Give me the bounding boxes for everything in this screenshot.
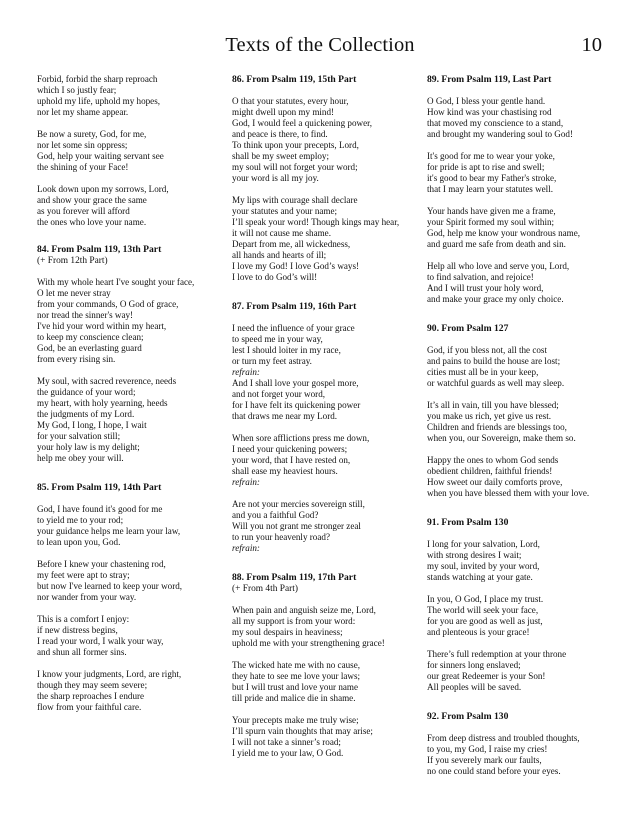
verse-line: I yield me to your law, O God. [232,748,344,758]
hymn-section [37,482,227,713]
verse-line: I’ll speak your word! Though kings may hear, [232,217,400,227]
verse-line: the judgments of my Lord. [37,409,135,419]
verse-line: all hands and hearts of ill; [232,250,327,260]
verse-line: and you a faithful God? [232,510,319,520]
verse-line: though they may seem severe; [37,680,148,690]
stanza [427,206,627,250]
verse-line: for your salvation still; [37,431,121,441]
hymn-section [232,301,420,554]
stanza [427,345,627,389]
verse-line: I need the influence of your grace [232,323,355,333]
stanza [37,376,227,464]
verse-line: for pride is apt to rise and swell; [427,162,545,172]
verse-line: With my whole heart I've sought your face, [37,277,195,287]
stanza [427,151,627,195]
verse-line: and peace is there, to find. [232,129,328,139]
hymn-section [427,74,627,305]
hymn-section [37,74,227,228]
stanza [232,323,420,422]
verse-line: you make us rich, yet give us rest. [427,411,552,421]
verse-line: the shining of your Face! [37,162,129,172]
verse-line: And I shall love your gospel more, [232,378,359,388]
stanza [37,129,227,173]
verse-line: God, help your waiting servant see [37,151,164,161]
verse-line: O God, I bless your gentle hand. [427,96,546,106]
verse-line: nor let some sin oppress; [37,140,128,150]
stanza [232,715,420,759]
refrain-marker: refrain: [232,543,260,553]
verse-line: might dwell upon my mind! [232,107,335,117]
hymn-heading: 87. From Psalm 119, 16th Part [232,301,357,312]
verse-line: if new distress begins, [37,625,118,635]
verse-line: my feet were apt to stray; [37,570,130,580]
verse-line: no one could stand before your eyes. [427,766,561,776]
verse-line: and plenteous is your grace! [427,627,530,637]
verse-line: your holy law is my delight; [37,442,140,452]
page-title: Texts of the Collection [225,34,415,56]
verse-line: God, I would feel a quickening power, [232,118,373,128]
page-number: 10 [581,34,602,56]
verse-line: when you, our Sovereign, make them so. [427,433,576,443]
verse-line: that draws me near my Lord. [232,411,338,421]
verse-line: Happy the ones to whom God sends [427,455,559,465]
verse-line: To think upon your precepts, Lord, [232,140,359,150]
verse-line: to run your heavenly road? [232,532,330,542]
verse-line: the ones who love your name. [37,217,147,227]
stanza [232,499,420,554]
verse-line: but I will trust and love your name [232,682,359,692]
verse-line: It's good for me to wear your yoke, [427,151,555,161]
verse-line: When sore afflictions press me down, [232,433,370,443]
verse-line: The wicked hate me with no cause, [232,660,361,670]
stanza [427,733,627,777]
stanza [232,660,420,704]
verse-line: flow from your faithful care. [37,702,142,712]
verse-line: Your precepts make me truly wise; [232,715,359,725]
stanza [427,649,627,693]
hymn-subheading: (+ From 12th Part) [37,256,108,266]
stanza [427,400,627,444]
text-column-3 [427,74,627,795]
hymn-heading: 90. From Psalm 127 [427,323,509,334]
verse-line: to lean upon you, God. [37,537,121,547]
verse-line: help me obey your will. [37,453,124,463]
verse-line: your guidance helps me learn your law, [37,526,181,536]
verse-line: The world will seek your face, [427,605,539,615]
verse-line: It’s all in vain, till you have blessed; [427,400,559,410]
verse-line: to yield me to your rod; [37,515,124,525]
verse-line: or watchful guards as well may sleep. [427,378,565,388]
text-column-2 [232,74,420,777]
verse-line: uphold my life, uphold my hopes, [37,96,161,106]
verse-line: From deep distress and troubled thoughts, [427,733,580,743]
verse-line: Help all who love and serve you, Lord, [427,261,570,271]
verse-line: shall ease my heaviest hours. [232,466,338,476]
verse-line: I love my God! I love God’s ways! [232,261,360,271]
verse-line: our great Redeemer is your Son! [427,671,546,681]
verse-line: my soul will not forget your word; [232,162,358,172]
stanza [232,96,420,184]
verse-line: when you have blessed them with your love. [427,488,590,498]
verse-line: uphold me with your strengthening grace! [232,638,385,648]
verse-line: Be now a surety, God, for me, [37,129,147,139]
verse-line: your word is all my joy. [232,173,319,183]
verse-line: nor tread the sinner's way! [37,310,134,320]
stanza [37,74,227,118]
verse-line: to keep my conscience clean; [37,332,144,342]
stanza [427,261,627,305]
verse-line: it's good to bear my Father's stroke, [427,173,557,183]
hymn-section [427,323,627,499]
verse-line: they hate to see me love your laws; [232,671,361,681]
verse-line: as you forever will afford [37,206,130,216]
verse-line: the guidance of your word; [37,387,136,397]
verse-line: Will you not grant me stronger zeal [232,521,361,531]
verse-line: cities must all be in your keep, [427,367,539,377]
verse-line: obedient children, faithful friends! [427,466,553,476]
verse-line: till pride and malice die in shame. [232,693,356,703]
verse-line: all my support is from your word: [232,616,356,626]
verse-line: that I may learn your statutes well. [427,184,554,194]
hymn-heading: 85. From Psalm 119, 14th Part [37,482,162,493]
verse-line: to find salvation, and rejoice! [427,272,534,282]
verse-line: I love to do God’s will! [232,272,318,282]
verse-line: I know your judgments, Lord, are right, [37,669,182,679]
verse-line: shall be my sweet employ; [232,151,329,161]
stanza [37,669,227,713]
verse-line: my soul, invited by your word, [427,561,540,571]
verse-line: to speed me in your way, [232,334,323,344]
verse-line: I read your word, I walk your way, [37,636,164,646]
verse-line: for sinners long enslaved; [427,660,521,670]
verse-line: In you, O God, I place my trust. [427,594,544,604]
verse-line: which I so justly fear; [37,85,117,95]
verse-line: and guard me safe from death and sin. [427,239,566,249]
verse-line: O let me never stray [37,288,111,298]
verse-line: All peoples will be saved. [427,682,522,692]
verse-line: This is a comfort I enjoy: [37,614,130,624]
hymn-heading: 89. From Psalm 119, Last Part [427,74,552,85]
verse-line: My God, I long, I hope, I wait [37,420,147,430]
stanza [427,539,627,583]
stanza [232,195,420,283]
verse-line: When pain and anguish seize me, Lord, [232,605,376,615]
verse-line: And I will trust your holy word, [427,283,544,293]
refrain-marker: refrain: [232,367,260,377]
verse-line: Children and friends are blessings too, [427,422,567,432]
verse-line: God, if you bless not, all the cost [427,345,547,355]
hymn-heading: 86. From Psalm 119, 15th Part [232,74,357,85]
hymn-heading: 84. From Psalm 119, 13th Part [37,244,162,255]
verse-line: my soul despairs in heaviness; [232,627,343,637]
stanza [37,184,227,228]
text-column-1 [37,74,227,731]
verse-line: Depart from me, all wickedness, [232,239,351,249]
verse-line: I need your quickening powers; [232,444,348,454]
verse-line: or turn my feet astray. [232,356,312,366]
verse-line: Your hands have given me a frame, [427,206,556,216]
stanza [37,559,227,603]
verse-line: with strong desires I wait; [427,550,522,560]
verse-line: and make your grace my only choice. [427,294,564,304]
refrain-marker: refrain: [232,477,260,487]
verse-line: but now I've learned to keep your word, [37,581,183,591]
verse-line: I’ll spurn vain thoughts that may arise; [232,726,373,736]
verse-line: How kind was your chastising rod [427,107,552,117]
hymn-subheading: (+ From 4th Part) [232,584,298,594]
verse-line: the sharp reproaches I endure [37,691,145,701]
verse-line: God, help me know your wondrous name, [427,228,581,238]
hymn-section [427,517,627,693]
verse-line: for you are good as well as just, [427,616,543,626]
verse-line: your Spirit formed my soul within; [427,217,555,227]
verse-line: My soul, with sacred reverence, needs [37,376,177,386]
hymn-section [232,74,420,283]
verse-line: your word, that I have rested on, [232,455,351,465]
verse-line: Are not your mercies sovereign still, [232,499,365,509]
stanza [37,504,227,548]
verse-line: stands watching at your gate. [427,572,533,582]
verse-line: My lips with courage shall declare [232,195,358,205]
hymn-section [37,244,227,464]
verse-line: to you, my God, I raise my cries! [427,744,548,754]
verse-line: lest I should loiter in my race, [232,345,341,355]
hymn-heading: 92. From Psalm 130 [427,711,509,722]
verse-line: Look down upon my sorrows, Lord, [37,184,169,194]
verse-line: and brought my wandering soul to God! [427,129,573,139]
verse-line: Forbid, forbid the sharp reproach [37,74,158,84]
verse-line: nor wander from your way. [37,592,137,602]
verse-line: that moved my conscience to a stand, [427,118,564,128]
verse-line: and pains to build the house are lost; [427,356,561,366]
verse-line: and show your grace the same [37,195,147,205]
verse-line: If you severely mark our faults, [427,755,542,765]
verse-line: your statutes and your name; [232,206,338,216]
stanza [427,455,627,499]
verse-line: I long for your salvation, Lord, [427,539,540,549]
stanza [427,594,627,638]
verse-line: God, I have found it's good for me [37,504,163,514]
hymn-heading: 91. From Psalm 130 [427,517,509,528]
stanza [37,614,227,658]
verse-line: from your commands, O God of grace, [37,299,179,309]
hymn-section [427,711,627,777]
stanza [232,605,420,649]
stanza [232,433,420,488]
verse-line: Before I knew your chastening rod, [37,559,166,569]
stanza [427,96,627,140]
verse-line: nor let my shame appear. [37,107,129,117]
verse-line: How sweet our daily comforts prove, [427,477,563,487]
verse-line: and shun all former sins. [37,647,127,657]
verse-line: I've hid your word within my heart, [37,321,167,331]
verse-line: I will not take a sinner’s road; [232,737,341,747]
verse-line: and not forget your word, [232,389,326,399]
verse-line: my heart, with holy yearning, heeds [37,398,168,408]
verse-line: There’s full redemption at your throne [427,649,567,659]
verse-line: God, be an everlasting guard [37,343,142,353]
verse-line: for I have felt its quickening power [232,400,361,410]
verse-line: from every rising sin. [37,354,116,364]
hymn-section [232,572,420,759]
verse-line: it will not cause me shame. [232,228,331,238]
hymn-heading: 88. From Psalm 119, 17th Part [232,572,357,583]
verse-line: O that your statutes, every hour, [232,96,349,106]
stanza [37,277,227,365]
